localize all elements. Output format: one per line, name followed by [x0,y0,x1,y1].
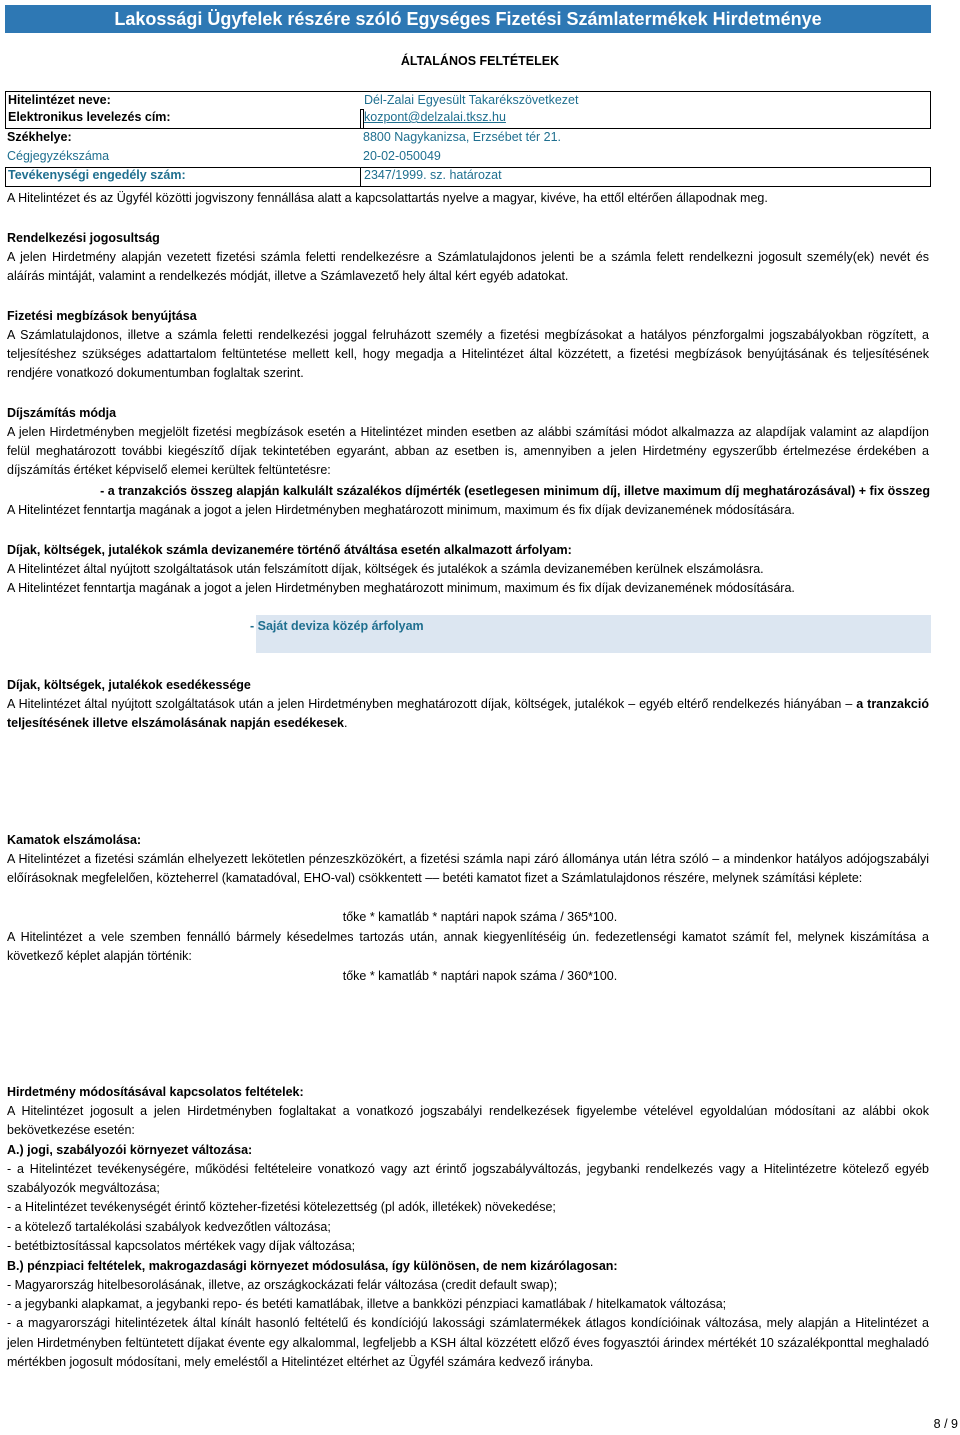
due-text [7,695,929,733]
interest-formula-1: tőke * kamatláb * naptári napok száma / 365*100. [342,910,618,924]
modification-b-title: B.) pénzpiaci feltételek, makrogazdasági környezet módosulása, így különösen, de nem kizárólagosan: [7,1259,618,1273]
conversion-text: A Hitelintézet által nyújtott szolgáltatások után felszámított díjak, költségek és jutalékok a számla devizanemében kerülnek elszámolásra. [7,562,764,576]
general-terms-heading: ÁLTALÁNOS FELTÉTELEK [400,54,560,68]
modification-b-list [7,1276,929,1372]
modification-a-list [7,1160,929,1256]
registration-value: 20-02-050049 [363,149,441,163]
list-item: - betétbiztosítással kapcsolatos mértékek vagy díjak változása; [7,1238,356,1253]
email-label: Elektronikus levelezés cím: [8,110,171,124]
list-item: - Magyarország hitelbesorolásának, illetve, az országkockázati felár változása (credit default swap); [7,1278,558,1292]
list-item: - a magyarországi hitelintézetek által kínált hasonló feltételű és kondíciójú lakossági számlatermékek átlagos kondícióinak változása, mely alapján a Hitelintézet a jelen Hirdetményben feltüntetett díjakat évente egy alkalommal, legfeljebb a KSH által közzétett előző éves fogyasztói árindex mértékét 10 százalékponttal meghaladó mértékben jogosult módosítani, mely emeléstől a Hitelintézet eltérhet az Ügyfél számára kedvező irányba. [7,1316,929,1369]
seat-row [5,129,929,147]
institution-info [5,91,931,186]
modification-title: Hirdetmény módosításával kapcsolatos feltételek: [7,1085,304,1099]
language-note: A Hitelintézet és az Ügyfél közötti jogviszony fennállása alatt a kapcsolattartás nyelve a magyar, kivéve, ha ettől eltérően állapodnak meg. [7,191,768,205]
seat-value: 8800 Nagykanizsa, Erzsébet tér 21. [363,130,562,144]
interest-formula-2: tőke * kamatláb * naptári napok száma / 360*100. [342,969,618,983]
license-label: Tevékenységi engedély szám: [8,168,186,182]
due-title: Díjak, költségek, jutalékok esedékessége [7,678,251,692]
list-item: - a jegybanki alapkamat, a jegybanki repo- és betéti kamatlábak, illetve a bankközi pénzpiaci kamatlábak / hitelkamatok változása; [7,1297,727,1312]
interest-text-1: A Hitelintézet a fizetési számlán elhelyezett lekötetlen pénzeszközökért, a fizetési számla napi záró állománya után létra szóló – a mindenkor hatályos adójogszabályi előírásoknak megfelelően, közteherrel (kamatadóval, EHO-val) csökkentett –– betéti kamatot fizet a Számlatulajdonos részére, melynek számítási képlete: [7,852,929,886]
orders-text: A Számlatulajdonos, illetve a számla feletti rendelkezési joggal felruházott személy a fizetési megbízásokat a hatályos pénzforgalmi jogszabályokban rögzített, a teljesítéshez szükséges adattartalom feltüntetése mellett kell, hogy megadja a Hitelintézet által közzétett, a fizetési megbízások benyújtásának és teljesítésének rendjére vonatkozó dokumentumban foglaltak szerint. [7,328,929,381]
list-item: - a Hitelintézet tevékenységére, működési feltételeire vonatkozó vagy azt érintő jogszabályváltozás, jegybanki rendelkezés vagy a Hitelintézetre kötelező egyéb szabályozók megváltozása; [7,1162,929,1196]
list-item: - a kötelező tartalékolási szabályok kedvezőtlen változása; [7,1219,331,1234]
registration-row [5,148,929,166]
modification-text: A Hitelintézet jogosult a jelen Hirdetményben foglaltakat a vonatkozó jogszabályi rendelkezések figyelembe vételével egyoldalúan módosítani az alábbi okok bekövetkezése esetén: [7,1104,929,1138]
disposal-text: A jelen Hirdetmény alapján vezetett fizetési számla feletti rendelkezésre a Számlatulajdonos jelenti be a számla felett rendelkezni jogosult személy(ek) nevét és aláírás mintáját, valamint a rendelkezés módját, illetve a Számlavezető hely által kért egyéb adatokat. [7,250,929,284]
conversion-title: Díjak, költségek, jutalékok számla devizanemére történő átváltása esetén alkalmazott árfolyam: [7,543,572,557]
interest-title: Kamatok elszámolása: [7,833,142,847]
fees-reserve-text: A Hitelintézet fenntartja magának a jogot a jelen Hirdetményben meghatározott minimum, maximum és fix díjak devizanemének módosítására. [7,503,795,517]
due-text-end: . [344,716,348,731]
orders-title: Fizetési megbízások benyújtása [7,309,197,323]
institution-name-value: Dél-Zalai Egyesült Takarékszövetkezet [364,93,579,107]
document-banner: Lakossági Ügyfelek részére szóló Egységes Fizetési Számlatermékek Hirdetménye [5,5,931,33]
list-item: - a Hitelintézet tevékenységét érintő közteher-fizetési kötelezettség (pl adók, illetékek) növekedése; [7,1200,556,1215]
due-text-main: A Hitelintézet által nyújtott szolgáltatások után a jelen Hirdetményben meghatározott díjak, költségek, jutalékok – egyéb eltérő rendelkezés hiányában – [7,697,857,711]
registration-label: Cégjegyzékszáma [7,149,110,163]
interest-text-2: A Hitelintézet a vele szemben fennálló bármely késedelmes tartozás után, annak kiegyenlítéséig ún. fedezetlenségi kamatot számít fel, melynek kiszámítása a következő képlet alapján történik: [7,930,929,964]
institution-name-label: Hitelintézet neve: [8,93,111,107]
fees-title: Díjszámítás módja [7,406,117,420]
email-row [5,110,931,129]
seat-label: Székhelye: [7,130,72,144]
license-value: 2347/1999. sz. határozat [364,168,502,182]
institution-name-row [5,91,931,110]
page-number: 8 / 9 [933,1417,958,1431]
fees-text: A jelen Hirdetményben megjelölt fizetési megbízások esetén a Hitelintézet minden esetben az alábbi számítási módot alkalmazza az alapdíjak valamint az alapdíjon felül meghatározott további kiegészítő díjak tekintetében egyaránt, abban az esetben is, amennyiben a jelen Hirdetmény egyszerűbb értelmezése érdekében a díjszámítás értéket képviselő elemei kerültek feltüntetésre: [7,425,929,478]
disposal-title: Rendelkezési jogosultság [7,231,160,245]
due-text-bold: a tranzakció teljesítésének illetve elszámolásának napján esedékesek [7,697,929,731]
email-link[interactable]: kozpont@delzalai.tksz.hu [364,110,506,124]
conversion-reserve-text: A Hitelintézet fenntartja magának a jogot a jelen Hirdetményben meghatározott minimum, maximum és fix díjak devizanemének módosítására. [7,581,795,595]
fees-formula-line: - a tranzakciós összeg alapján kalkulált százalékos díjmérték (esetlegesen minimum díj, illetve maximum díj meghatározásával) + fix összeg [100,484,930,498]
license-row [5,167,931,187]
modification-a-title: A.) jogi, szabályozói környezet változása: [7,1143,253,1157]
exchange-rate-label: - Saját deviza közép árfolyam [250,619,424,633]
